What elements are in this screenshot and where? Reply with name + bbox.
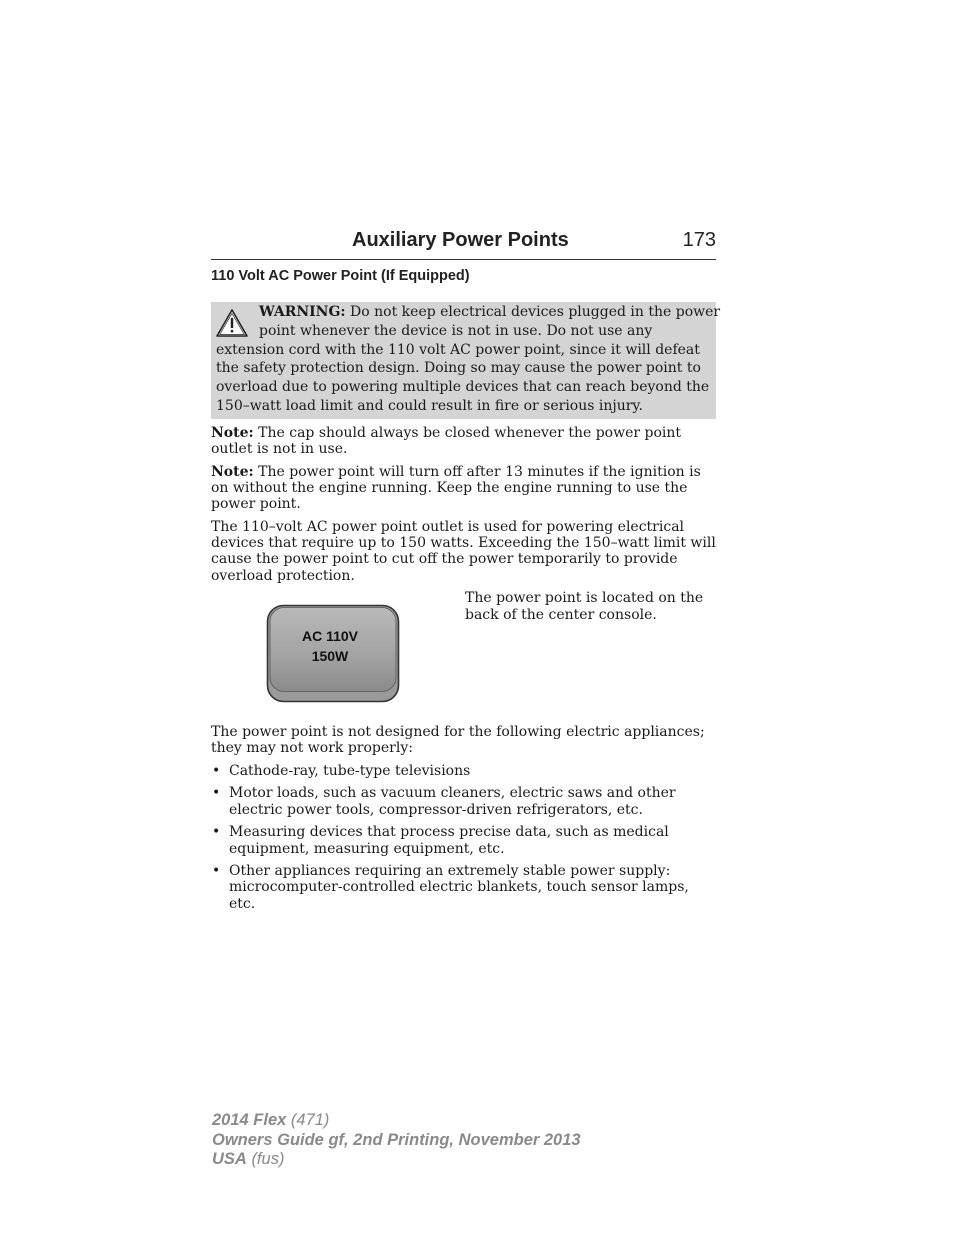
- figure-label-voltage: AC 110V: [301, 628, 359, 644]
- footer-region: USA (fus): [212, 1150, 285, 1168]
- note-cap: Note: The cap should always be closed whenever the power point outlet is not in use.: [211, 425, 682, 458]
- section-heading: 110 Volt AC Power Point (If Equipped): [211, 268, 470, 284]
- power-point-figure: [266, 604, 400, 708]
- appliances-list: [211, 763, 716, 918]
- figure-label-wattage: 150W: [311, 648, 349, 664]
- warning-line: overload due to powering multiple devices that can reach beyond the: [216, 379, 710, 395]
- list-item: • Motor loads, such as vacuum cleaners, electric saws and other electric power tools, compressor-driven refrigerators, etc.: [212, 785, 676, 818]
- page-header: [211, 229, 716, 260]
- warning-line: extension cord with the 110 volt AC power point, since it will defeat: [216, 342, 700, 358]
- warning-box: [211, 302, 721, 419]
- note-label: Note:: [211, 425, 254, 441]
- list-item: • Measuring devices that process precise data, such as medical equipment, measuring equipment, etc.: [212, 824, 669, 857]
- location-text: The power point is located on the back of the center console.: [465, 590, 704, 623]
- footer-model: 2014 Flex (471): [212, 1111, 330, 1129]
- warning-line: point whenever the device is not in use. Do not use any: [259, 323, 653, 339]
- warning-line: the safety protection design. Doing so may cause the power point to: [216, 360, 701, 376]
- list-item: • Cathode-ray, tube-type televisions: [212, 763, 471, 779]
- page-number: 173: [682, 229, 716, 251]
- warning-triangle-icon: [215, 308, 249, 342]
- note-ignition: Note: The power point will turn off after 13 minutes if the ignition is on without the engine running. Keep the engine running to use the power point.: [211, 464, 701, 513]
- warning-line: 150–watt load limit and could result in fire or serious injury.: [216, 398, 643, 414]
- page-footer: [212, 1111, 581, 1170]
- warning-label: WARNING:: [259, 304, 346, 320]
- page-title: Auxiliary Power Points: [352, 229, 569, 251]
- warning-line: WARNING: Do not keep electrical devices plugged in the power: [259, 304, 721, 320]
- appliances-intro: The power point is not designed for the following electric appliances; they may not work properly:: [211, 724, 705, 757]
- footer-guide: Owners Guide gf, 2nd Printing, November 2013: [212, 1130, 581, 1149]
- list-item: • Other appliances requiring an extremely stable power supply: microcomputer-controlled electric blankets, touch sensor lamps, etc.: [212, 863, 689, 912]
- intro-paragraph: The 110–volt AC power point outlet is used for powering electrical devices that require up to 150 watts. Exceeding the 150–watt limit will cause the power point to cut off the power temporarily to provide overload protection.: [211, 519, 716, 584]
- note-label: Note:: [211, 464, 254, 480]
